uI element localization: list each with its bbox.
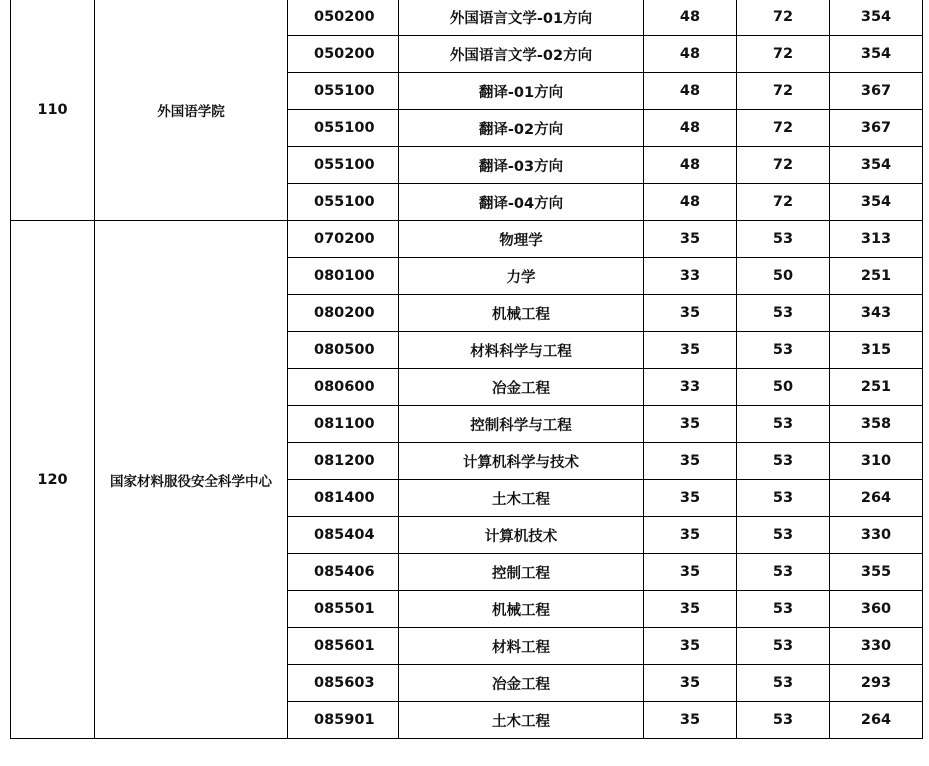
single-subject-score-cell-a: 33 <box>644 258 737 295</box>
single-subject-score-cell-b: 53 <box>737 480 830 517</box>
unit-code-cell: 110 <box>11 0 95 221</box>
single-subject-score-cell-a: 35 <box>644 406 737 443</box>
total-score-cell: 310 <box>830 443 923 480</box>
major-code-cell: 055100 <box>288 147 399 184</box>
single-subject-score-cell-b: 53 <box>737 517 830 554</box>
total-score-cell: 358 <box>830 406 923 443</box>
score-table-container <box>10 0 923 739</box>
major-name-cell: 材料科学与工程 <box>399 332 644 369</box>
single-subject-score-cell-b: 72 <box>737 147 830 184</box>
total-score-cell: 313 <box>830 221 923 258</box>
single-subject-score-cell-a: 35 <box>644 221 737 258</box>
major-code-cell: 080200 <box>288 295 399 332</box>
single-subject-score-cell-b: 72 <box>737 73 830 110</box>
single-subject-score-cell-a: 48 <box>644 73 737 110</box>
major-code-cell: 081400 <box>288 480 399 517</box>
total-score-cell: 354 <box>830 147 923 184</box>
single-subject-score-cell-b: 72 <box>737 184 830 221</box>
major-code-cell: 085501 <box>288 591 399 628</box>
major-name-cell: 力学 <box>399 258 644 295</box>
unit-name-cell: 外国语学院 <box>95 0 288 221</box>
single-subject-score-cell-a: 35 <box>644 702 737 739</box>
single-subject-score-cell-b: 53 <box>737 554 830 591</box>
single-subject-score-cell-a: 48 <box>644 110 737 147</box>
single-subject-score-cell-b: 53 <box>737 702 830 739</box>
single-subject-score-cell-b: 53 <box>737 295 830 332</box>
major-code-cell: 085404 <box>288 517 399 554</box>
single-subject-score-cell-a: 35 <box>644 295 737 332</box>
table-row <box>11 221 923 258</box>
total-score-cell: 251 <box>830 369 923 406</box>
major-name-cell: 外国语言文学-01方向 <box>399 0 644 36</box>
major-name-cell: 翻译-02方向 <box>399 110 644 147</box>
major-code-cell: 080600 <box>288 369 399 406</box>
total-score-cell: 354 <box>830 36 923 73</box>
single-subject-score-cell-a: 35 <box>644 591 737 628</box>
single-subject-score-cell-b: 53 <box>737 406 830 443</box>
major-code-cell: 080100 <box>288 258 399 295</box>
major-name-cell: 控制工程 <box>399 554 644 591</box>
total-score-cell: 354 <box>830 0 923 36</box>
single-subject-score-cell-a: 48 <box>644 0 737 36</box>
total-score-cell: 251 <box>830 258 923 295</box>
major-code-cell: 080500 <box>288 332 399 369</box>
major-name-cell: 控制科学与工程 <box>399 406 644 443</box>
total-score-cell: 264 <box>830 480 923 517</box>
major-code-cell: 085601 <box>288 628 399 665</box>
table-row <box>11 0 923 36</box>
major-name-cell: 计算机技术 <box>399 517 644 554</box>
total-score-cell: 264 <box>830 702 923 739</box>
single-subject-score-cell-b: 50 <box>737 258 830 295</box>
single-subject-score-cell-a: 35 <box>644 628 737 665</box>
single-subject-score-cell-b: 53 <box>737 628 830 665</box>
major-name-cell: 冶金工程 <box>399 665 644 702</box>
single-subject-score-cell-b: 72 <box>737 110 830 147</box>
major-code-cell: 081100 <box>288 406 399 443</box>
major-name-cell: 物理学 <box>399 221 644 258</box>
major-code-cell: 050200 <box>288 36 399 73</box>
total-score-cell: 293 <box>830 665 923 702</box>
single-subject-score-cell-b: 53 <box>737 591 830 628</box>
single-subject-score-cell-a: 35 <box>644 517 737 554</box>
major-name-cell: 外国语言文学-02方向 <box>399 36 644 73</box>
total-score-cell: 367 <box>830 73 923 110</box>
major-name-cell: 土木工程 <box>399 480 644 517</box>
major-code-cell: 085603 <box>288 665 399 702</box>
single-subject-score-cell-a: 35 <box>644 480 737 517</box>
single-subject-score-cell-a: 35 <box>644 554 737 591</box>
major-code-cell: 070200 <box>288 221 399 258</box>
major-code-cell: 050200 <box>288 0 399 36</box>
total-score-cell: 367 <box>830 110 923 147</box>
single-subject-score-cell-a: 48 <box>644 36 737 73</box>
single-subject-score-cell-b: 72 <box>737 0 830 36</box>
major-name-cell: 机械工程 <box>399 295 644 332</box>
major-name-cell: 土木工程 <box>399 702 644 739</box>
total-score-cell: 354 <box>830 184 923 221</box>
major-name-cell: 翻译-03方向 <box>399 147 644 184</box>
total-score-cell: 355 <box>830 554 923 591</box>
major-code-cell: 055100 <box>288 184 399 221</box>
single-subject-score-cell-a: 48 <box>644 184 737 221</box>
table-body <box>11 0 923 739</box>
major-name-cell: 计算机科学与技术 <box>399 443 644 480</box>
total-score-cell: 343 <box>830 295 923 332</box>
unit-code-cell: 120 <box>11 221 95 739</box>
single-subject-score-cell-b: 53 <box>737 332 830 369</box>
major-code-cell: 055100 <box>288 110 399 147</box>
major-code-cell: 081200 <box>288 443 399 480</box>
total-score-cell: 330 <box>830 517 923 554</box>
single-subject-score-cell-a: 48 <box>644 147 737 184</box>
unit-name-cell: 国家材料服役安全科学中心 <box>95 221 288 739</box>
major-name-cell: 翻译-04方向 <box>399 184 644 221</box>
major-code-cell: 085901 <box>288 702 399 739</box>
major-name-cell: 翻译-01方向 <box>399 73 644 110</box>
total-score-cell: 360 <box>830 591 923 628</box>
major-code-cell: 055100 <box>288 73 399 110</box>
major-name-cell: 材料工程 <box>399 628 644 665</box>
single-subject-score-cell-a: 35 <box>644 665 737 702</box>
single-subject-score-cell-b: 50 <box>737 369 830 406</box>
single-subject-score-cell-b: 53 <box>737 221 830 258</box>
score-table <box>10 0 923 739</box>
major-code-cell: 085406 <box>288 554 399 591</box>
single-subject-score-cell-a: 33 <box>644 369 737 406</box>
single-subject-score-cell-b: 53 <box>737 443 830 480</box>
total-score-cell: 315 <box>830 332 923 369</box>
single-subject-score-cell-b: 72 <box>737 36 830 73</box>
single-subject-score-cell-a: 35 <box>644 332 737 369</box>
major-name-cell: 机械工程 <box>399 591 644 628</box>
single-subject-score-cell-a: 35 <box>644 443 737 480</box>
total-score-cell: 330 <box>830 628 923 665</box>
major-name-cell: 冶金工程 <box>399 369 644 406</box>
single-subject-score-cell-b: 53 <box>737 665 830 702</box>
